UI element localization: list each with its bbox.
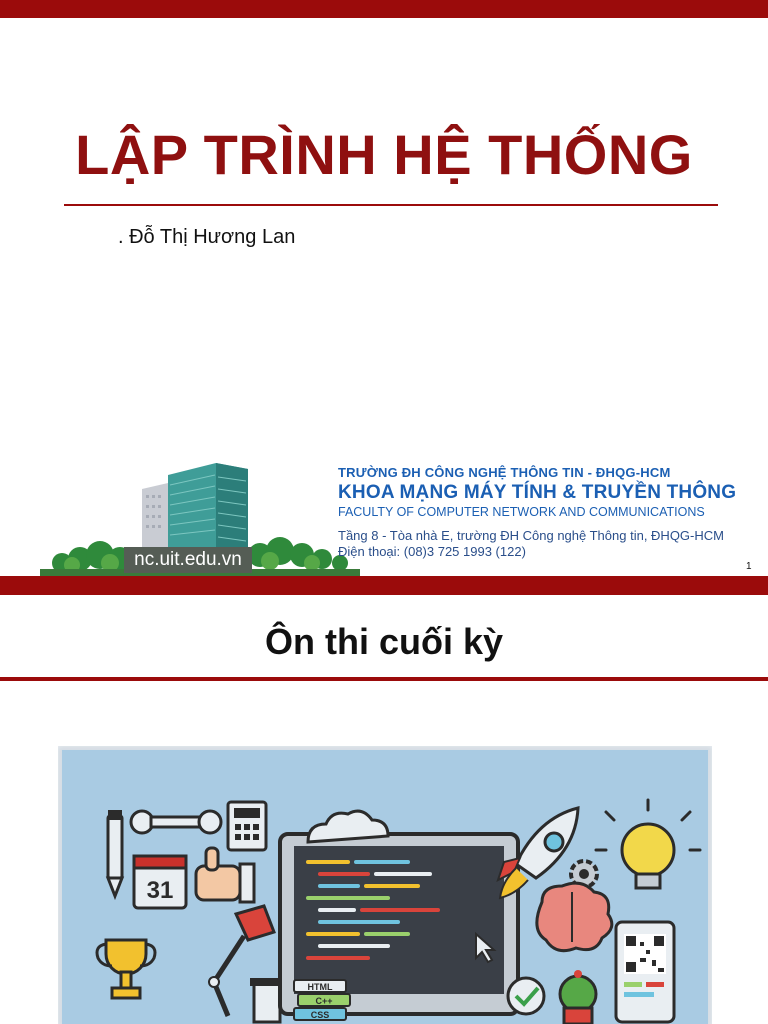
title-divider bbox=[64, 204, 718, 206]
title-divider bbox=[0, 677, 768, 681]
calculator-icon bbox=[228, 802, 266, 850]
page-number: 1 bbox=[746, 561, 752, 572]
faculty-banner bbox=[40, 455, 740, 576]
pen-icon bbox=[108, 810, 122, 896]
tech-icons-collage bbox=[58, 746, 712, 1024]
faculty-info bbox=[338, 465, 758, 559]
faculty-phone: Điện thoại: (08)3 725 1993 (122) bbox=[338, 544, 526, 559]
slide-2 bbox=[0, 595, 768, 1024]
svg-text:C++: C++ bbox=[315, 996, 333, 1006]
code-stack-icon bbox=[294, 980, 350, 1020]
faculty-name-vi: KHOA MẠNG MÁY TÍNH & TRUYỀN THÔNG bbox=[338, 482, 737, 503]
calendar-icon bbox=[134, 856, 186, 908]
author-name: . Đỗ Thị Hương Lan bbox=[118, 226, 296, 248]
phone-icon bbox=[616, 922, 674, 1022]
slide-title: Ôn thi cuối kỳ bbox=[264, 621, 504, 662]
slide-separator-bar bbox=[0, 576, 768, 595]
checkmark-icon bbox=[508, 978, 544, 1014]
faculty-name-en: FACULTY OF COMPUTER NETWORK AND COMMUNICATIONS bbox=[338, 505, 705, 519]
slide-title: LẬP TRÌNH HỆ THỐNG bbox=[75, 123, 693, 186]
website-url: nc.uit.edu.vn bbox=[124, 547, 252, 573]
svg-text:31: 31 bbox=[146, 877, 174, 904]
school-name: TRƯỜNG ĐH CÔNG NGHỆ THÔNG TIN - ĐHQG-HCM bbox=[338, 465, 671, 480]
top-accent-bar bbox=[0, 0, 768, 18]
programming-illustration bbox=[58, 746, 712, 1024]
brain-icon bbox=[537, 883, 612, 951]
svg-text:CSS: CSS bbox=[310, 1010, 330, 1020]
svg-text:HTML: HTML bbox=[307, 982, 333, 992]
faculty-address: Tầng 8 - Tòa nhà E, trường ĐH Công nghệ Thông tin, ĐHQG-HCM bbox=[338, 528, 724, 543]
